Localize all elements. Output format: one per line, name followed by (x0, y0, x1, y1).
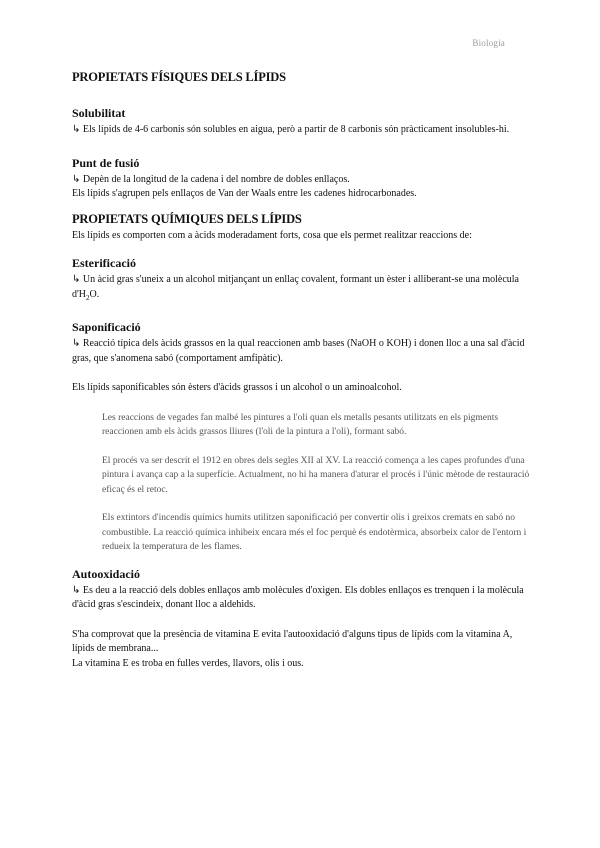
esterification-text (72, 273, 532, 305)
esterification-text-end: O. (89, 288, 100, 300)
saponification-text: ↳ Reacció típica dels àcids grassos en la qual reaccionen amb bases (NaOH o KOH) i donen lloc a una sal d'àcid gras, que s'anomena sabó (comportament amfipàtic). (72, 338, 525, 364)
quote-extinguishers: Els extintors d'incendis químics humits utilitzen saponificació per convertir olis i greixos cremats en sabó no combustible. La reacció química inhibeix encara més el foc perquè és endotèrmica, absorbeix calor de l'entorn i redueix la temperatura de les flames. (102, 513, 527, 552)
vitamin-text-2: La vitamina E es troba en fulles verdes, llavors, olis i ous. (72, 657, 304, 669)
autoxidation-text: ↳ Es deu a la reacció dels dobles enllaços amb molècules d'oxigen. Els dobles enllaços es trenquen i la molècula d'àcid gras s'escindeix, donant lloc a aldehids. (72, 584, 524, 610)
chemical-intro: Els lípids es comporten com a àcids moderadament forts, cosa que els permet realitzar reaccions de: (72, 229, 472, 241)
heading-autoxidation: Autooxidació (72, 566, 141, 581)
section-title-physical: PROPIETATS FÍSIQUES DELS LÍPIDS (72, 70, 286, 84)
header-subject: Biologia (472, 38, 505, 48)
saponification-note: Els lípids saponificables són èsters d'àcids grassos i un alcohol o un aminoalcohol. (72, 382, 402, 393)
document-body (72, 70, 532, 671)
melting-text-1: ↳ Depèn de la longitud de la cadena i del nombre de dobles enllaços. (72, 173, 350, 185)
melting-text-2: Els lípids s'agrupen pels enllaços de Van der Waals entre les cadenes hidrocarbonades. (72, 188, 417, 199)
esterification-text-main: ↳ Un àcid gras s'uneix a un alcohol mitjançant un enllaç covalent, formant un èster i alliberant-se una molècula d'H (72, 274, 519, 300)
esterification-subscript: 2 (86, 293, 90, 302)
quote-history: El procés va ser descrit el 1912 en obres dels segles XII al XV. La reacció comença a les capes profundes d'una pintura i avança cap a la superfície. Actualment, no hi ha manera d'aturar el procés i l'únic mètode de restauració eficaç és el retoc. (102, 455, 530, 495)
vitamin-text-1: S'ha comprovat que la presència de vitamina E evita l'autooxidació d'alguns tipus de lípids com la vitamina A, lípids de membrana... (72, 628, 513, 654)
heading-melting-point: Punt de fusió (72, 155, 140, 170)
heading-esterification: Esterificació (72, 256, 136, 270)
section-title-chemical: PROPIETATS QUÍMIQUES DELS LÍPIDS (72, 211, 302, 226)
quote-paintings: Les reaccions de vegades fan malbé les pintures a l'oli quan els metalls pesants utilitzats en els pigments reaccionen amb els àcids grassos lliures (l'oli de la pintura a l'oli), formant sabó. (102, 412, 499, 437)
heading-saponification: Saponificació (72, 320, 141, 334)
heading-solubility: Solubilitat (72, 106, 126, 120)
solubility-text: ↳ Els lípids de 4-6 carbonis són solubles en aigua, però a partir de 8 carbonis són pràcticament insolubles-hi. (72, 124, 510, 135)
